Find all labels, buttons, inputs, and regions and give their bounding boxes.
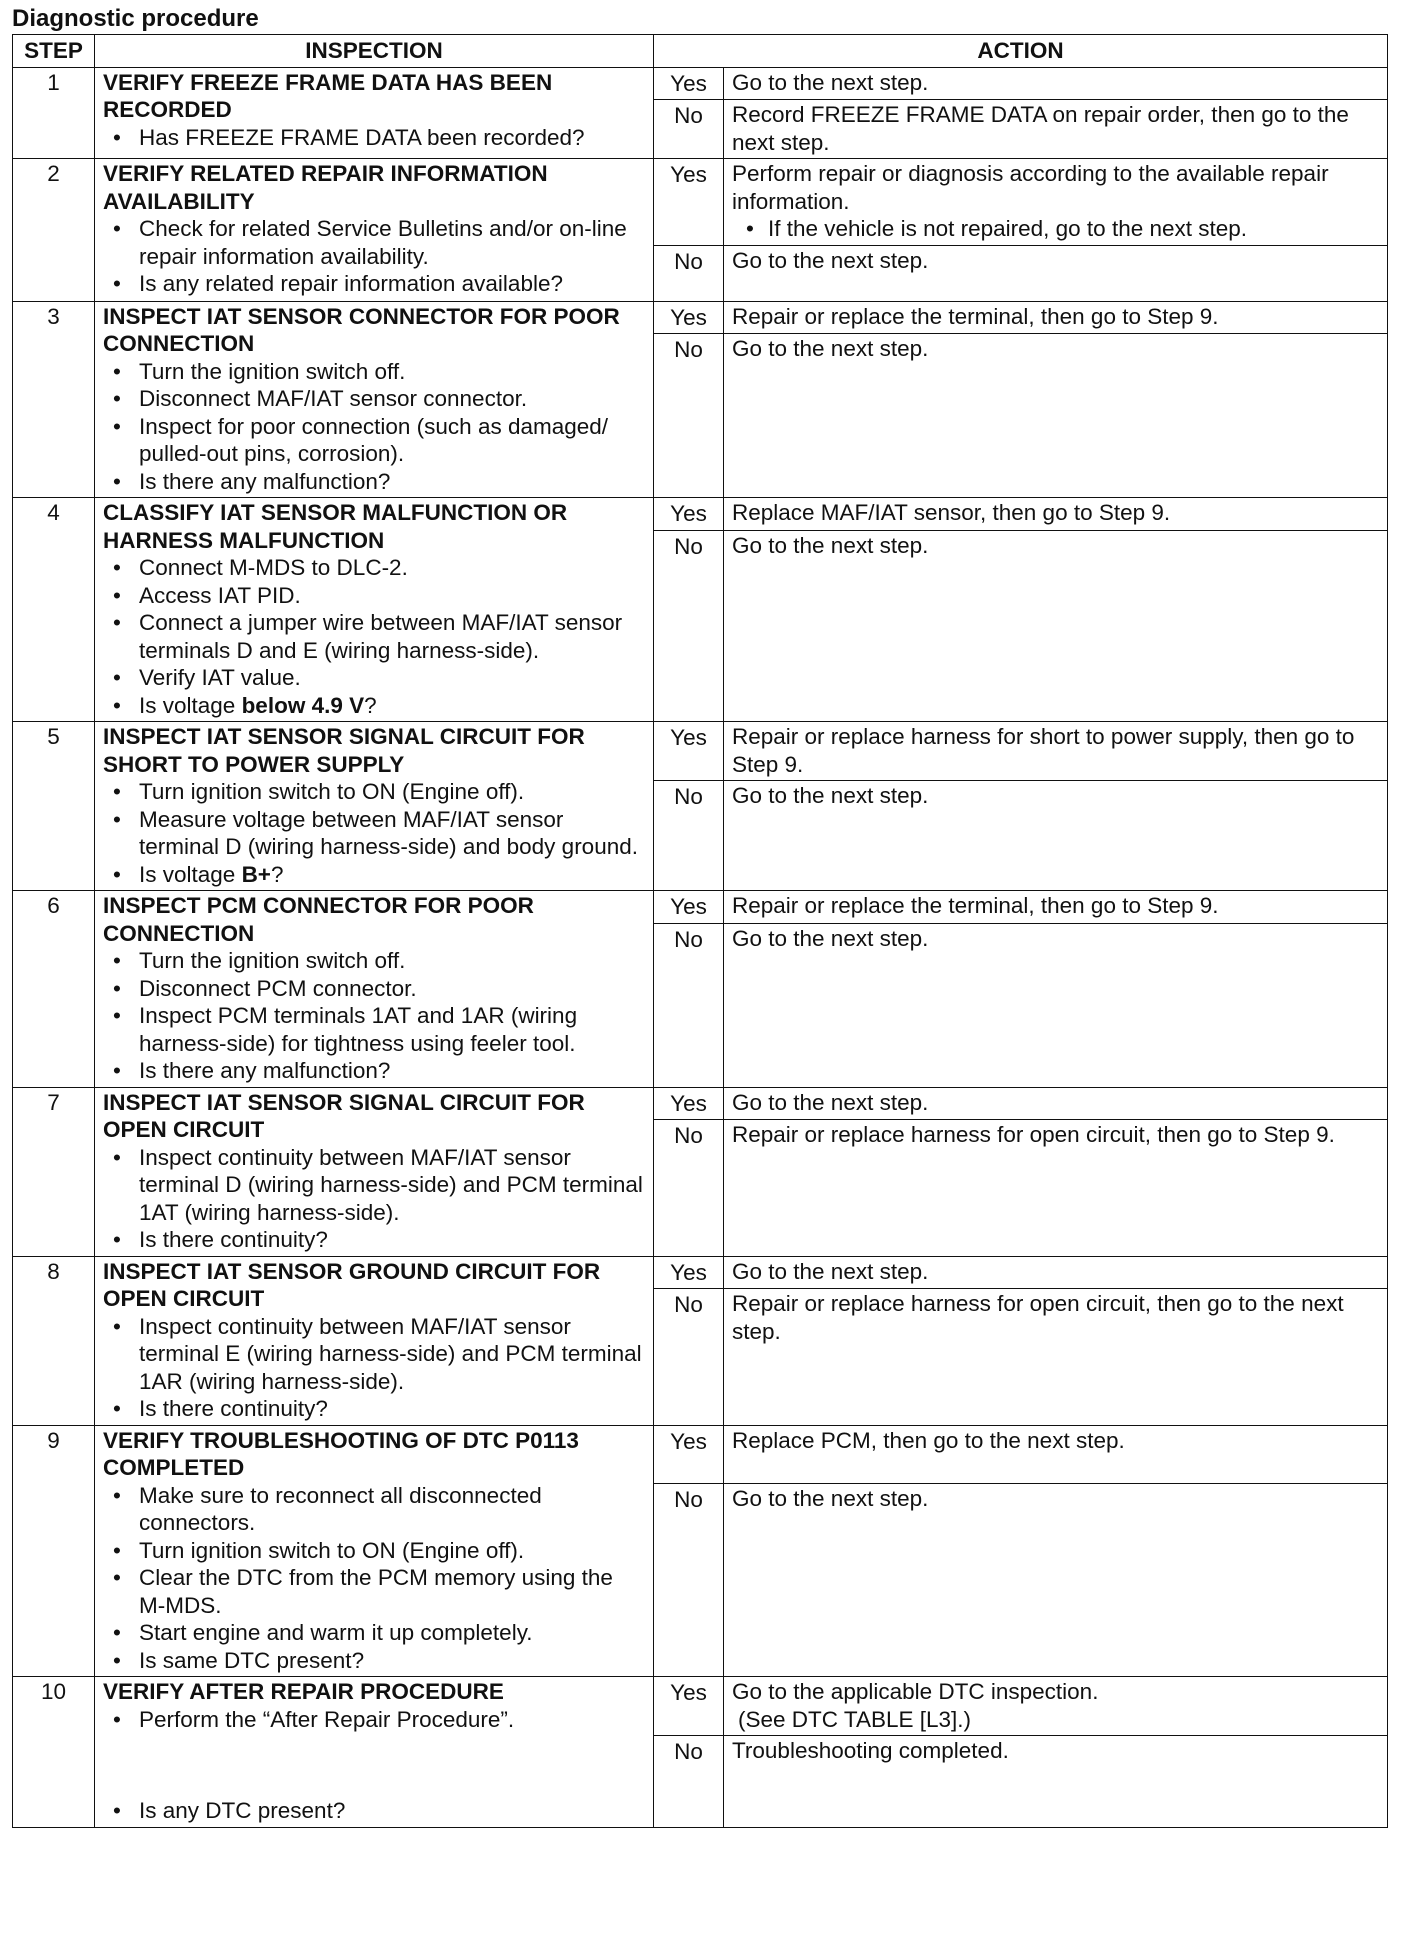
- header-step: STEP: [13, 35, 95, 68]
- yes-action-cell: [724, 1677, 1388, 1736]
- no-action: Troubleshooting completed.: [724, 1736, 1388, 1828]
- step-heading: CLASSIFY IAT SENSOR MALFUNCTION OR HARNESS MALFUNCTION: [103, 500, 568, 553]
- no-action: Repair or replace harness for open circuit, then go to the next step.: [724, 1289, 1388, 1426]
- yes-action: Repair or replace the terminal, then go to Step 9.: [724, 301, 1388, 334]
- no-action: Go to the next step.: [724, 781, 1388, 891]
- no-label: No: [654, 1289, 724, 1426]
- no-label: No: [654, 923, 724, 1087]
- inspection-cell: [95, 722, 654, 891]
- step-number: 10: [13, 1677, 95, 1828]
- yes-label: Yes: [654, 1677, 724, 1736]
- inspection-cell: [95, 159, 654, 302]
- diagnostic-table: [12, 34, 1388, 1828]
- yes-action: Go to the applicable DTC inspection.: [732, 1679, 1099, 1704]
- inspection-item: • Perform the “After Repair Procedure”.: [103, 1706, 645, 1734]
- step-heading: INSPECT IAT SENSOR CONNECTOR FOR POOR CONNECTION: [103, 303, 620, 356]
- step-heading: INSPECT IAT SENSOR GROUND CIRCUIT FOR OPEN CIRCUIT: [103, 1258, 601, 1311]
- step-number: 8: [13, 1256, 95, 1425]
- inspection-item: • Inspect continuity between MAF/IAT sensor terminal D (wiring harness-side) and PCM terminal 1AT (wiring harness-side).: [103, 1144, 645, 1227]
- yes-label: Yes: [654, 301, 724, 334]
- item-text: ?: [270, 861, 284, 887]
- yes-action: Perform repair or diagnosis according to the available repair information.: [732, 161, 1329, 214]
- yes-action: Replace PCM, then go to the next step.: [724, 1425, 1388, 1483]
- inspection-item: • Is there any malfunction?: [103, 468, 645, 496]
- item-text: Is voltage: [139, 861, 242, 887]
- inspection-item: • Turn the ignition switch off.: [103, 947, 645, 975]
- no-action: Go to the next step.: [724, 923, 1388, 1087]
- no-action: Go to the next step.: [724, 1483, 1388, 1677]
- table-row: [13, 1087, 1388, 1120]
- step-heading: VERIFY FREEZE FRAME DATA HAS BEEN RECORDED: [103, 69, 553, 122]
- inspection-cell: [95, 498, 654, 722]
- inspection-item: • Is any DTC present?: [103, 1797, 645, 1825]
- table-row: [13, 891, 1388, 924]
- inspection-item: • Turn the ignition switch off.: [103, 358, 645, 386]
- no-label: No: [654, 530, 724, 722]
- no-label: No: [654, 1483, 724, 1677]
- inspection-item: • Has FREEZE FRAME DATA been recorded?: [103, 124, 645, 152]
- inspection-item: • Inspect for poor connection (such as damaged/ pulled-out pins, corrosion).: [103, 413, 645, 468]
- yes-action-reference[interactable]: (See DTC TABLE [L3].): [738, 1706, 971, 1732]
- inspection-item: • Is there continuity?: [103, 1395, 645, 1423]
- step-number: 1: [13, 67, 95, 159]
- no-action: Go to the next step.: [724, 530, 1388, 722]
- inspection-item: • Connect a jumper wire between MAF/IAT sensor terminals D and E (wiring harness-side).: [103, 609, 645, 664]
- yes-label: Yes: [654, 1087, 724, 1120]
- table-row: [13, 498, 1388, 531]
- inspection-cell: [95, 1087, 654, 1256]
- inspection-item: • Is same DTC present?: [103, 1647, 645, 1675]
- inspection-item: • Clear the DTC from the PCM memory using the M-MDS.: [103, 1564, 645, 1619]
- inspection-item: • Is there continuity?: [103, 1226, 645, 1254]
- inspection-cell: [95, 891, 654, 1088]
- yes-label: Yes: [654, 1425, 724, 1483]
- yes-label: Yes: [654, 498, 724, 531]
- no-label: No: [654, 1120, 724, 1257]
- inspection-item: • Verify IAT value.: [103, 664, 645, 692]
- item-text: Is voltage: [139, 692, 242, 718]
- inspection-cell: [95, 1256, 654, 1425]
- no-label: No: [654, 334, 724, 498]
- yes-action: Repair or replace the terminal, then go to Step 9.: [724, 891, 1388, 924]
- step-heading: VERIFY RELATED REPAIR INFORMATION AVAILABILITY: [103, 161, 548, 214]
- inspection-item: [103, 861, 645, 889]
- step-number: 2: [13, 159, 95, 302]
- header-inspection: INSPECTION: [95, 35, 654, 68]
- inspection-item: • Is any related repair information available?: [103, 270, 645, 298]
- item-bold-text: B+: [241, 861, 271, 887]
- step-number: 4: [13, 498, 95, 722]
- inspection-cell: [95, 1677, 654, 1828]
- table-row: [13, 301, 1388, 334]
- step-heading: VERIFY TROUBLESHOOTING OF DTC P0113 COMPLETED: [103, 1427, 579, 1480]
- yes-action: Go to the next step.: [724, 1087, 1388, 1120]
- table-row: [13, 1677, 1388, 1736]
- step-number: 6: [13, 891, 95, 1088]
- yes-action: Replace MAF/IAT sensor, then go to Step 9.: [724, 498, 1388, 531]
- inspection-cell: [95, 67, 654, 159]
- item-bold-text: below 4.9 V: [241, 692, 365, 718]
- inspection-item: • Make sure to reconnect all disconnected connectors.: [103, 1482, 645, 1537]
- yes-action: Go to the next step.: [724, 1256, 1388, 1289]
- no-action: Repair or replace harness for open circuit, then go to Step 9.: [724, 1120, 1388, 1257]
- inspection-cell: [95, 1425, 654, 1677]
- header-action: ACTION: [654, 35, 1388, 68]
- yes-action-cell: [724, 159, 1388, 246]
- step-number: 9: [13, 1425, 95, 1677]
- page-title: Diagnostic procedure: [12, 5, 259, 32]
- table-row: [13, 722, 1388, 781]
- step-heading: VERIFY AFTER REPAIR PROCEDURE: [103, 1679, 504, 1704]
- table-row: [13, 1425, 1388, 1483]
- yes-label: Yes: [654, 159, 724, 246]
- inspection-item: • Measure voltage between MAF/IAT sensor terminal D (wiring harness-side) and body ground.: [103, 806, 645, 861]
- yes-action-subitem: • If the vehicle is not repaired, go to the next step.: [732, 215, 1379, 243]
- yes-label: Yes: [654, 1256, 724, 1289]
- inspection-item: • Inspect continuity between MAF/IAT sensor terminal E (wiring harness-side) and PCM terminal 1AR (wiring harness-side).: [103, 1313, 645, 1396]
- yes-action: Go to the next step.: [724, 67, 1388, 100]
- yes-action: Repair or replace harness for short to power supply, then go to Step 9.: [724, 722, 1388, 781]
- table-header-row: [13, 35, 1388, 68]
- inspection-item: • Disconnect PCM connector.: [103, 975, 645, 1003]
- no-label: No: [654, 781, 724, 891]
- step-number: 5: [13, 722, 95, 891]
- yes-label: Yes: [654, 891, 724, 924]
- inspection-item: • Connect M-MDS to DLC-2.: [103, 554, 645, 582]
- step-heading: INSPECT IAT SENSOR SIGNAL CIRCUIT FOR OPEN CIRCUIT: [103, 1089, 585, 1142]
- no-label: No: [654, 100, 724, 159]
- table-row: [13, 67, 1388, 100]
- yes-label: Yes: [654, 67, 724, 100]
- step-heading: INSPECT IAT SENSOR SIGNAL CIRCUIT FOR SHORT TO POWER SUPPLY: [103, 724, 585, 777]
- inspection-item: • Inspect PCM terminals 1AT and 1AR (wiring harness-side) for tightness using feeler tool.: [103, 1002, 645, 1057]
- no-action: Record FREEZE FRAME DATA on repair order, then go to the next step.: [724, 100, 1388, 159]
- step-number: 3: [13, 301, 95, 498]
- yes-label: Yes: [654, 722, 724, 781]
- inspection-item: • Disconnect MAF/IAT sensor connector.: [103, 385, 645, 413]
- inspection-cell: [95, 301, 654, 498]
- spacer: [103, 1733, 645, 1797]
- inspection-item: • Start engine and warm it up completely.: [103, 1619, 645, 1647]
- no-action: Go to the next step.: [724, 245, 1388, 301]
- inspection-item: • Turn ignition switch to ON (Engine off).: [103, 778, 645, 806]
- inspection-item: • Access IAT PID.: [103, 582, 645, 610]
- item-text: ?: [364, 692, 377, 718]
- no-action: Go to the next step.: [724, 334, 1388, 498]
- inspection-item: • Is there any malfunction?: [103, 1057, 645, 1085]
- step-heading: INSPECT PCM CONNECTOR FOR POOR CONNECTION: [103, 893, 534, 946]
- step-number: 7: [13, 1087, 95, 1256]
- inspection-item: • Turn ignition switch to ON (Engine off).: [103, 1537, 645, 1565]
- no-label: No: [654, 245, 724, 301]
- inspection-item: [103, 692, 645, 720]
- table-row: [13, 159, 1388, 246]
- no-label: No: [654, 1736, 724, 1828]
- table-row: [13, 1256, 1388, 1289]
- inspection-item: • Check for related Service Bulletins and/or on-line repair information availability.: [103, 215, 645, 270]
